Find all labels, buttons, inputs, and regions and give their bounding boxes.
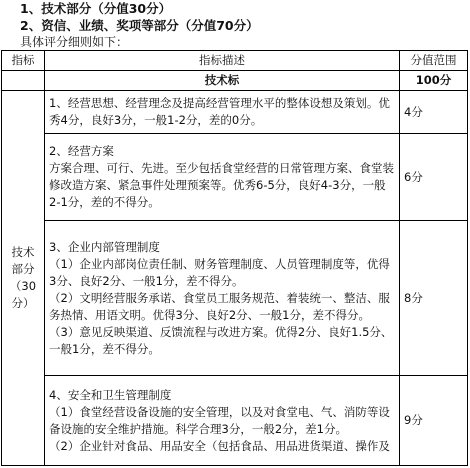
row-paragraph: 1、经营思想、经营理念及提高经营管理水平的整体设想及策划。优秀4分，良好3分，一般1-2分，差的0分。 (49, 96, 390, 127)
row-paragraph: 2、经营方案 (49, 144, 114, 158)
scoring-table (1, 50, 468, 466)
row-score: 4分 (400, 91, 468, 134)
row-paragraph: （2）文明经营服务承诺、食堂员工服务规范、着装统一、整洁、服务热情、用语文明。优得3分、良好2分、一般1分，差不得分。 (49, 290, 390, 322)
table-row (2, 134, 468, 221)
row-paragraph: 3、企业内部管理制度 (49, 239, 160, 254)
intro-line-details: 具体评分细则如下： (20, 35, 129, 49)
header-score-range: 分值范围 (400, 51, 468, 71)
row-score: 8分 (400, 221, 468, 376)
row-paragraph: 4、安全和卫生管理制度 (49, 387, 172, 402)
row-description (45, 376, 400, 466)
row-paragraph: （1）食堂经营设备设施的安全管理，以及对食堂电、气、消防等设备设施的安全维护措施。科学合理3分，一般2分，差1分。 (49, 404, 390, 436)
row-description (45, 134, 400, 221)
row-group-label: 技术部分（30分） (2, 91, 45, 466)
row-score: 6分 (400, 134, 468, 221)
table-row (2, 91, 468, 134)
header-indicator: 指标 (2, 51, 45, 71)
intro-line-technical: 1、技术部分（分值30分） (20, 1, 172, 16)
row-paragraph: （3）意见反映渠道、反馈流程与改进方案。优得2分、良好1.5分、一般1分，差不得分。 (49, 324, 393, 356)
category-row (2, 71, 468, 91)
row-paragraph: （1）企业内部岗位责任制、财务管理制度、人员管理制度等，优得3分、良好2分、一般1分，差不得分。 (49, 256, 390, 288)
row-score: 9分 (400, 376, 468, 466)
category-score: 100分 (400, 71, 468, 91)
table-header-row (2, 51, 468, 71)
table-row (2, 221, 468, 376)
row-paragraph: （2）企业针对食品、用品安全（包括食品、用品进货渠道、操作及 (49, 438, 390, 453)
row-description (45, 91, 400, 134)
intro-section (20, 0, 460, 51)
intro-line-credentials: 2、资信、业绩、奖项等部分（分值70分） (20, 18, 259, 33)
row-paragraph: 方案合理、可行、先进。至少包括食堂经营的日常管理方案、食堂装修改造方案、紧急事件处理预案等。优秀6-5分，良好4-3分，一般2-1分，差的不得分。 (49, 161, 394, 209)
row-description (45, 221, 400, 376)
category-label: 技术标 (45, 71, 400, 91)
header-description: 指标描述 (45, 51, 400, 71)
table-row (2, 376, 468, 466)
